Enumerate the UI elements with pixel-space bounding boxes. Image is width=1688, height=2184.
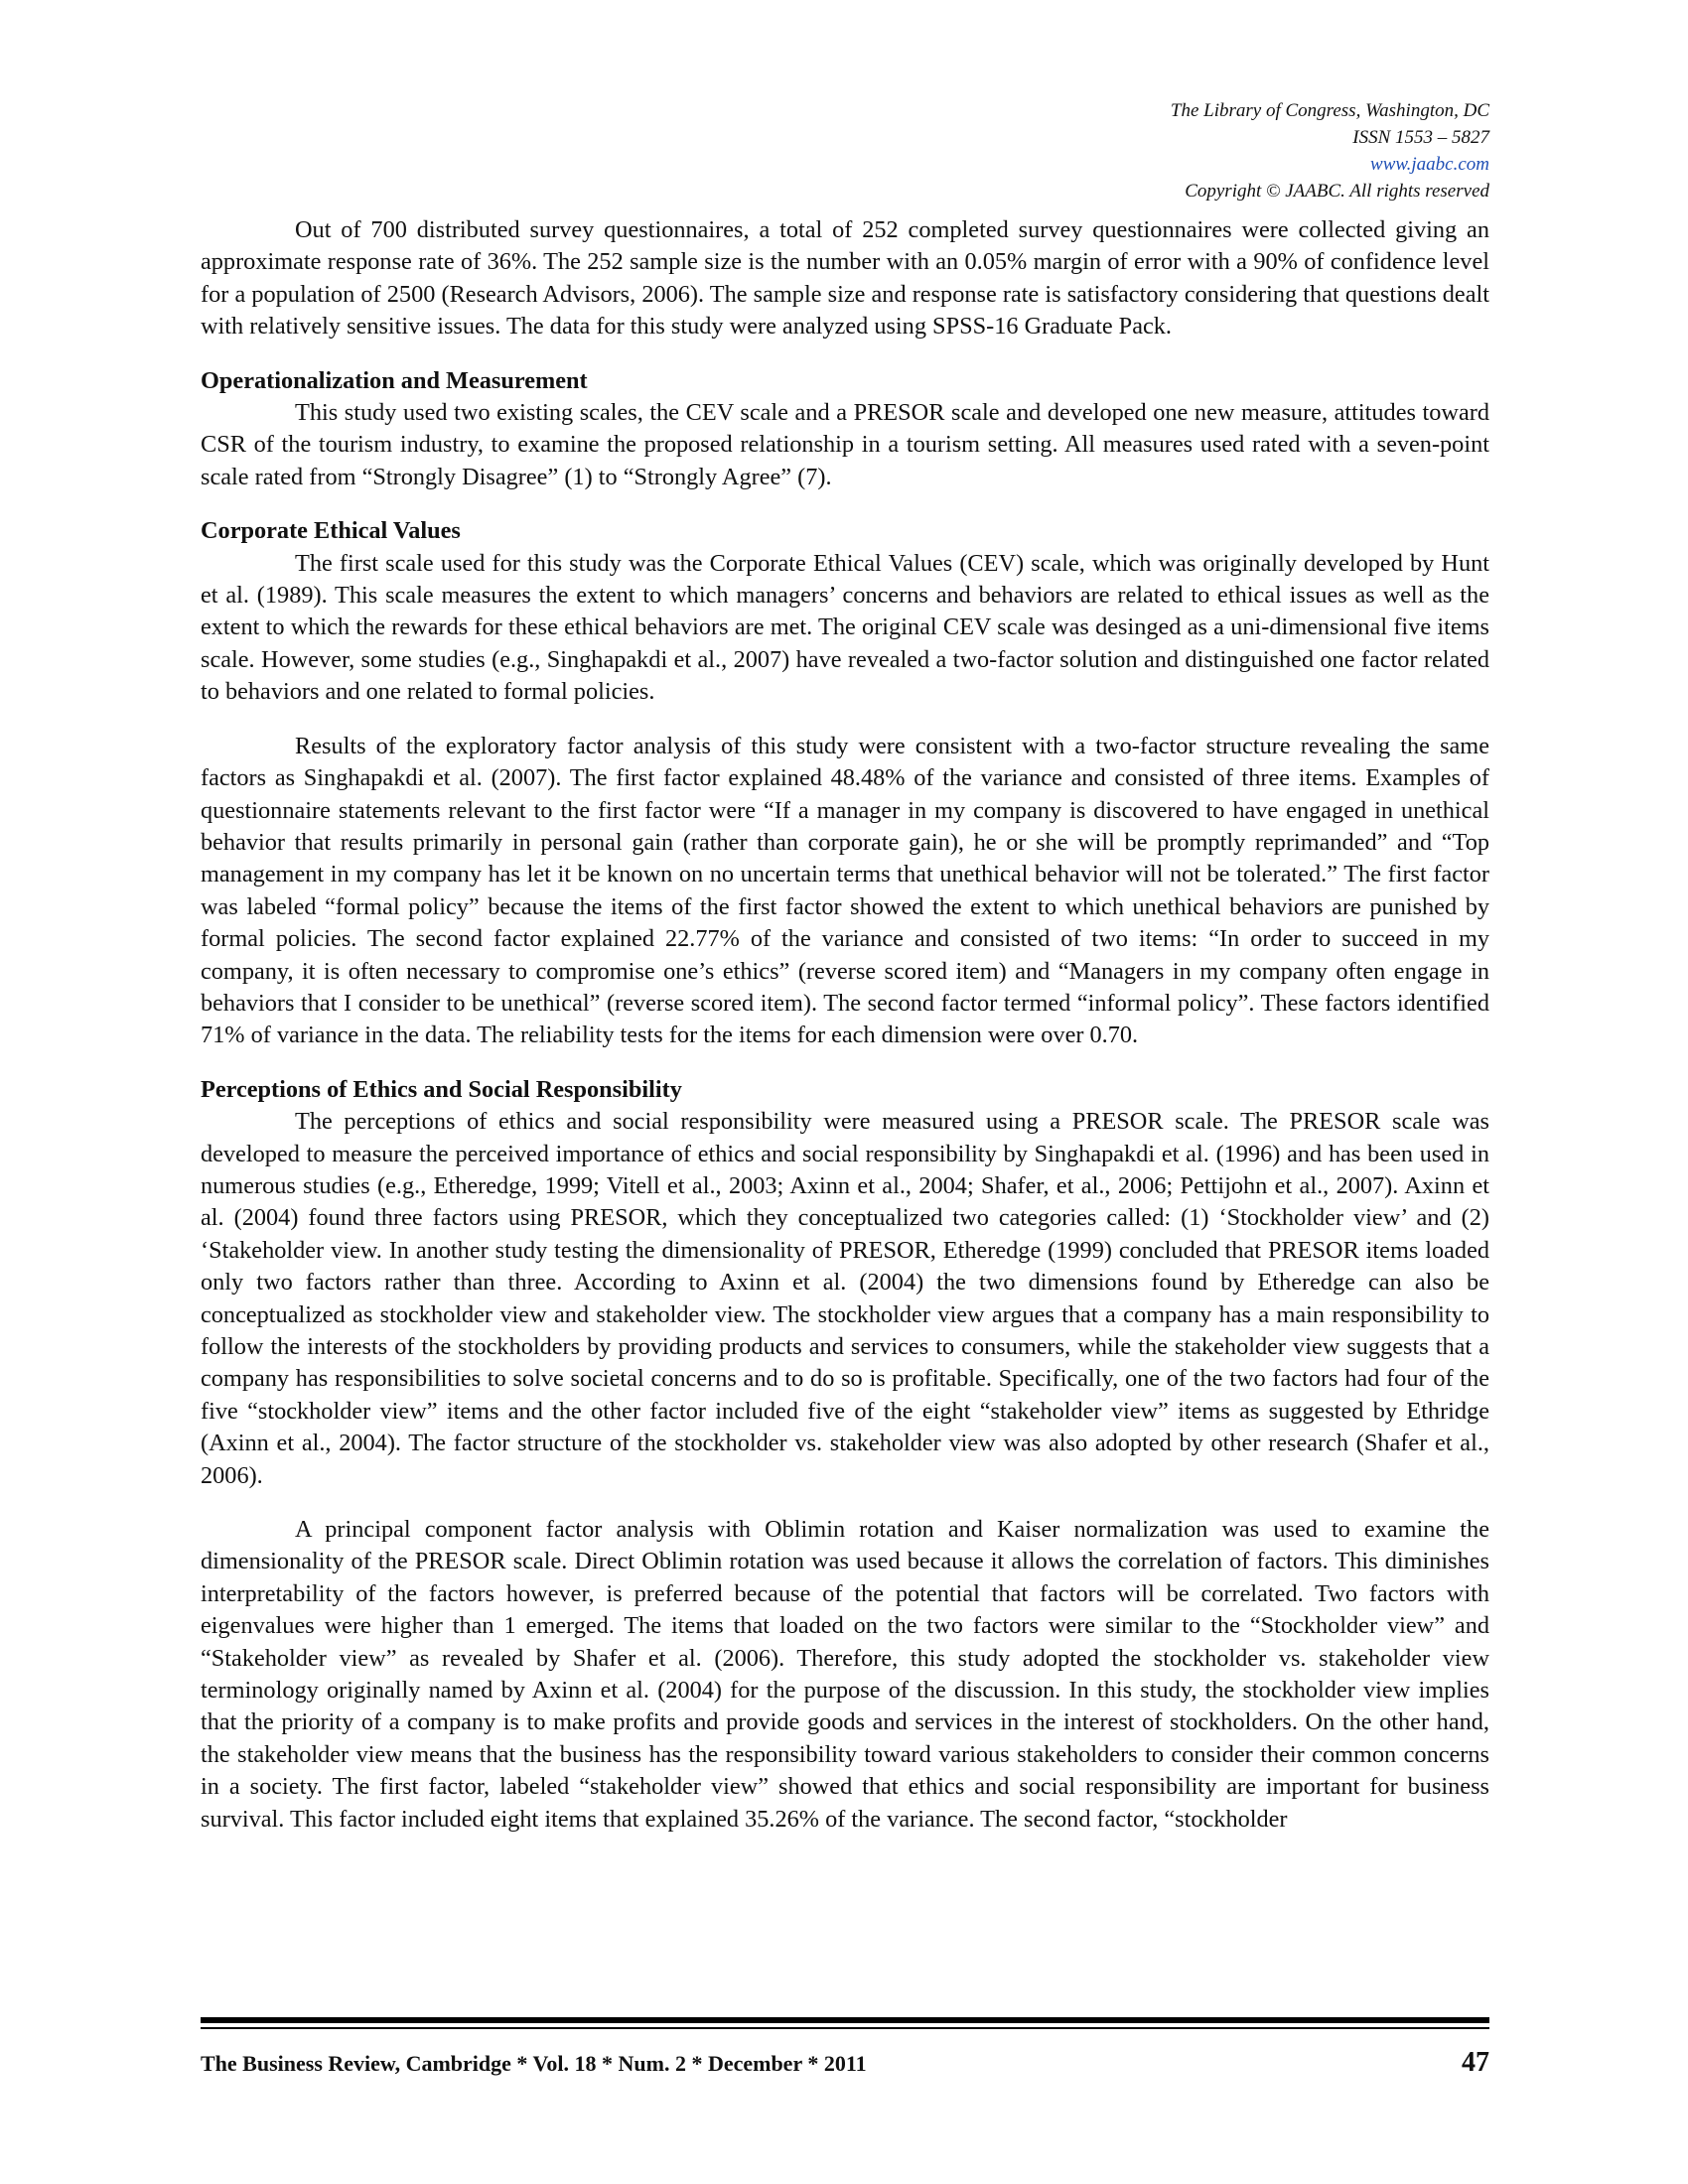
- paragraph-presor-scale: The perceptions of ethics and social responsibility were measured using a PRESOR scale. The PRESOR scale was developed to measure the perceived importance of ethics and social responsibility by Singhapakdi et al. (1996) and has been used in numerous studies (e.g., Etheredge, 1999; Vitell et al., 2003; Axinn et al., 2004; Shafer, et al., 2006; Pettijohn et al., 2007). Axinn et al. (2004) found three factors using PRESOR, which they conceptualized two categories called: (1) ‘Stockholder view’ and (2) ‘Stakeholder view. In another study testing the dimensionality of PRESOR, Etheredge (1999) concluded that PRESOR items loaded only two factors rather than three. According to Axinn et al. (2004) the two dimensions found by Etheredge can also be conceptualized as stockholder view and stakeholder view. The stockholder view argues that a company has a main responsibility to follow the interests of the stockholders by providing products and services to consumers, while the stakeholder view suggests that a company has responsibilities to solve societal concerns and to do so is profitable. Specifically, one of the two factors had four of the five “stockholder view” items and the other factor included five of the eight “stakeholder view” items as suggested by Ethridge (Axinn et al., 2004). The factor structure of the stockholder vs. stakeholder view was also adopted by other research (Shafer et al., 2006).: [201, 1108, 1489, 1489]
- header-copyright: Copyright © JAABC. All rights reserved: [1185, 181, 1489, 202]
- footer-rule-thick: [201, 2017, 1489, 2023]
- paragraph-factor-analysis: A principal component factor analysis with Oblimin rotation and Kaiser normalization was used to examine the dimensionality of the PRESOR scale. Direct Oblimin rotation was used because it allows the correlation of factors. This diminishes interpretability of the factors however, is preferred because of the potential that factors will be correlated. Two factors with eigenvalues were higher than 1 emerged. The items that loaded on the two factors were similar to the “Stockholder view” and “Stakeholder view” as revealed by Shafer et al. (2006). Therefore, this study adopted the stockholder vs. stakeholder view terminology originally named by Axinn et al. (2004) for the purpose of the discussion. In this study, the stockholder view implies that the priority of a company is to make profits and provide goods and services in the interest of stockholders. On the other hand, the stakeholder view means that the business has the responsibility toward various stakeholders to consider their common concerns in a society. The first factor, labeled “stakeholder view” showed that ethics and social responsibility are important for business survival. This factor included eight items that explained 35.26% of the variance. The second factor, “stockholder: [201, 1516, 1489, 1833]
- section-heading-cev: Corporate Ethical Values: [201, 517, 461, 545]
- footer-rule-thin: [201, 2027, 1489, 2029]
- section-heading-operationalization: Operationalization and Measurement: [201, 366, 588, 394]
- page-footer: [201, 2047, 1489, 2078]
- paragraph-response-rate: Out of 700 distributed survey questionnaires, a total of 252 completed survey questionnaires were collected giving an approximate response rate of 36%. The 252 sample size is the number with an 0.05% margin of error with a 90% of confidence level for a population of 2500 (Research Advisors, 2006). The sample size and response rate is satisfactory considering that questions dealt with relatively sensitive issues. The data for this study were analyzed using SPSS-16 Graduate Pack.: [201, 216, 1489, 341]
- header-website-link[interactable]: www.jaabc.com: [1370, 154, 1489, 175]
- footer-journal-citation: The Business Review, Cambridge * Vol. 18 * Num. 2 * December * 2011: [201, 2051, 867, 2076]
- header-issn: ISSN 1553 – 5827: [1352, 127, 1489, 148]
- paragraph-cev-results: Results of the exploratory factor analysis of this study were consistent with a two-factor structure revealing the same factors as Singhapakdi et al. (2007). The first factor explained 48.48% of the variance and consisted of three items. Examples of questionnaire statements relevant to the first factor were “If a manager in my company is discovered to have engaged in unethical behavior that results primarily in personal gain (rather than corporate gain), he or she will be promptly reprimanded” and “Top management in my company has let it be known on no uncertain terms that unethical behavior will not be tolerated.” The first factor was labeled “formal policy” because the items of the first factor showed the extent to which unethical behaviors are punished by formal policies. The second factor explained 22.77% of the variance and consisted of two items: “In order to succeed in my company, it is often necessary to compromise one’s ethics” (reverse scored item) and “Managers in my company often engage in behaviors that I consider to be unethical” (reverse scored item). The second factor termed “informal policy”. These factors identified 71% of variance in the data. The reliability tests for the items for each dimension were over 0.70.: [201, 732, 1489, 1049]
- paragraph-cev-scale: The first scale used for this study was the Corporate Ethical Values (CEV) scale, which was originally developed by Hunt et al. (1989). This scale measures the extent to which managers’ concerns and behaviors are related to ethical issues as well as the extent to which the rewards for these ethical behaviors are met. The original CEV scale was desinged as a uni-dimensional five items scale. However, some studies (e.g., Singhapakdi et al., 2007) have revealed a two-factor solution and distinguished one factor related to behaviors and one related to formal policies.: [201, 549, 1489, 706]
- running-header: [1171, 97, 1489, 205]
- header-library: The Library of Congress, Washington, DC: [1170, 100, 1489, 121]
- page-number: 47: [1462, 2047, 1489, 2078]
- paragraph-scales: This study used two existing scales, the CEV scale and a PRESOR scale and developed one new measure, attitudes toward CSR of the tourism industry, to examine the proposed relationship in a tourism setting. All measures used rated with a seven-point scale rated from “Strongly Disagree” (1) to “Strongly Agree” (7).: [201, 399, 1489, 490]
- article-body: [201, 214, 1489, 1836]
- section-heading-perceptions: Perceptions of Ethics and Social Responsibility: [201, 1075, 682, 1103]
